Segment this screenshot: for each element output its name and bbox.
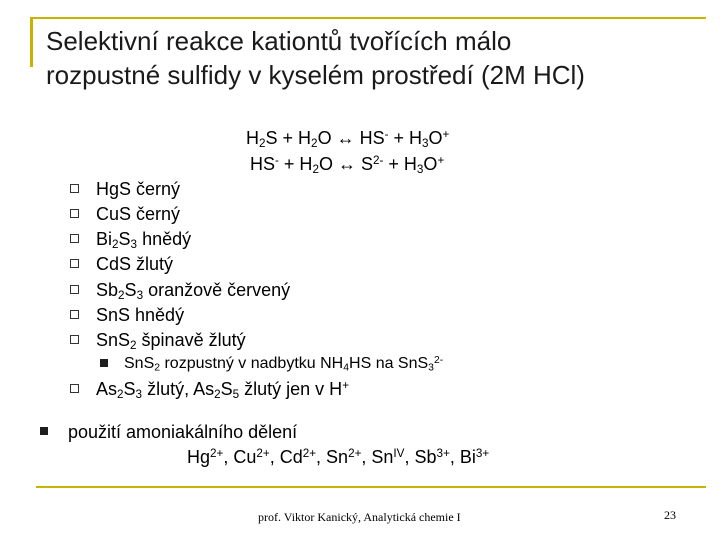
- title-top-rule: [30, 17, 706, 19]
- hollow-square-bullet-icon: [70, 184, 79, 193]
- equilibrium-arrow-icon: ↔: [337, 154, 356, 174]
- slide-title: [46, 24, 706, 92]
- cation-list: $Hg^{2+}$, $Cu^{2+}$, $Cd^{2+}$, $Sn^{2+}$, $Sn^{IV}$, $Sb^{3+}$, $Bi^{3+}$: [187, 447, 490, 467]
- square-bullet-icon: [40, 427, 48, 435]
- page-number: 23: [664, 508, 676, 522]
- slide-title-line-2: rozpustné sulfidy v kyselém prostředí (2M HCl): [46, 60, 585, 90]
- footer-rule: [36, 486, 706, 488]
- list-item-bi2s3: $Bi_2S_3$ hnědý: [96, 229, 192, 251]
- list-item-hgs: HgS černý: [96, 179, 181, 199]
- equation-2: $HS^- + H_2O$ ↔ $S^{2-} + H_3O^+$: [250, 154, 445, 176]
- list-item-cds: CdS žlutý: [96, 254, 174, 274]
- footer-author: prof. Viktor Kanický, Analytická chemie I: [258, 510, 461, 524]
- list-item-sns: SnS hnědý: [96, 305, 185, 325]
- square-bullet-icon: [100, 359, 108, 367]
- ammoniacal-separation-text: použití amoniakálního dělení: [68, 422, 298, 442]
- slide-title-line-1: Selektivní reakce kationtů tvořících málo: [46, 26, 512, 56]
- equation-1: $H_2S + H_2O$ ↔ $HS^- + H_3O^+$: [246, 128, 450, 150]
- hollow-square-bullet-icon: [70, 259, 79, 268]
- list-subitem-sns2-solubility: SnS$_2$ rozpustný v nadbytku $NH_4HS$ na SnS$_3^{2-}$: [124, 354, 444, 374]
- hollow-square-bullet-icon: [70, 209, 79, 218]
- hollow-square-bullet-icon: [70, 285, 79, 294]
- hollow-square-bullet-icon: [70, 234, 79, 243]
- list-item-cus: CuS černý: [96, 204, 181, 224]
- list-item-sns2: SnS$_2$ špinavě žlutý: [96, 330, 246, 352]
- list-item-as2s3: $As_2S_3$ žlutý, $As_2S_5$ žlutý jen v H+: [96, 379, 350, 401]
- title-left-rule: [30, 17, 33, 67]
- equilibrium-arrow-icon: ↔: [336, 128, 355, 148]
- list-item-sb2s3: $Sb_2S_3$ oranžově červený: [96, 280, 291, 302]
- hollow-square-bullet-icon: [70, 335, 79, 344]
- hollow-square-bullet-icon: [70, 384, 79, 393]
- hollow-square-bullet-icon: [70, 310, 79, 319]
